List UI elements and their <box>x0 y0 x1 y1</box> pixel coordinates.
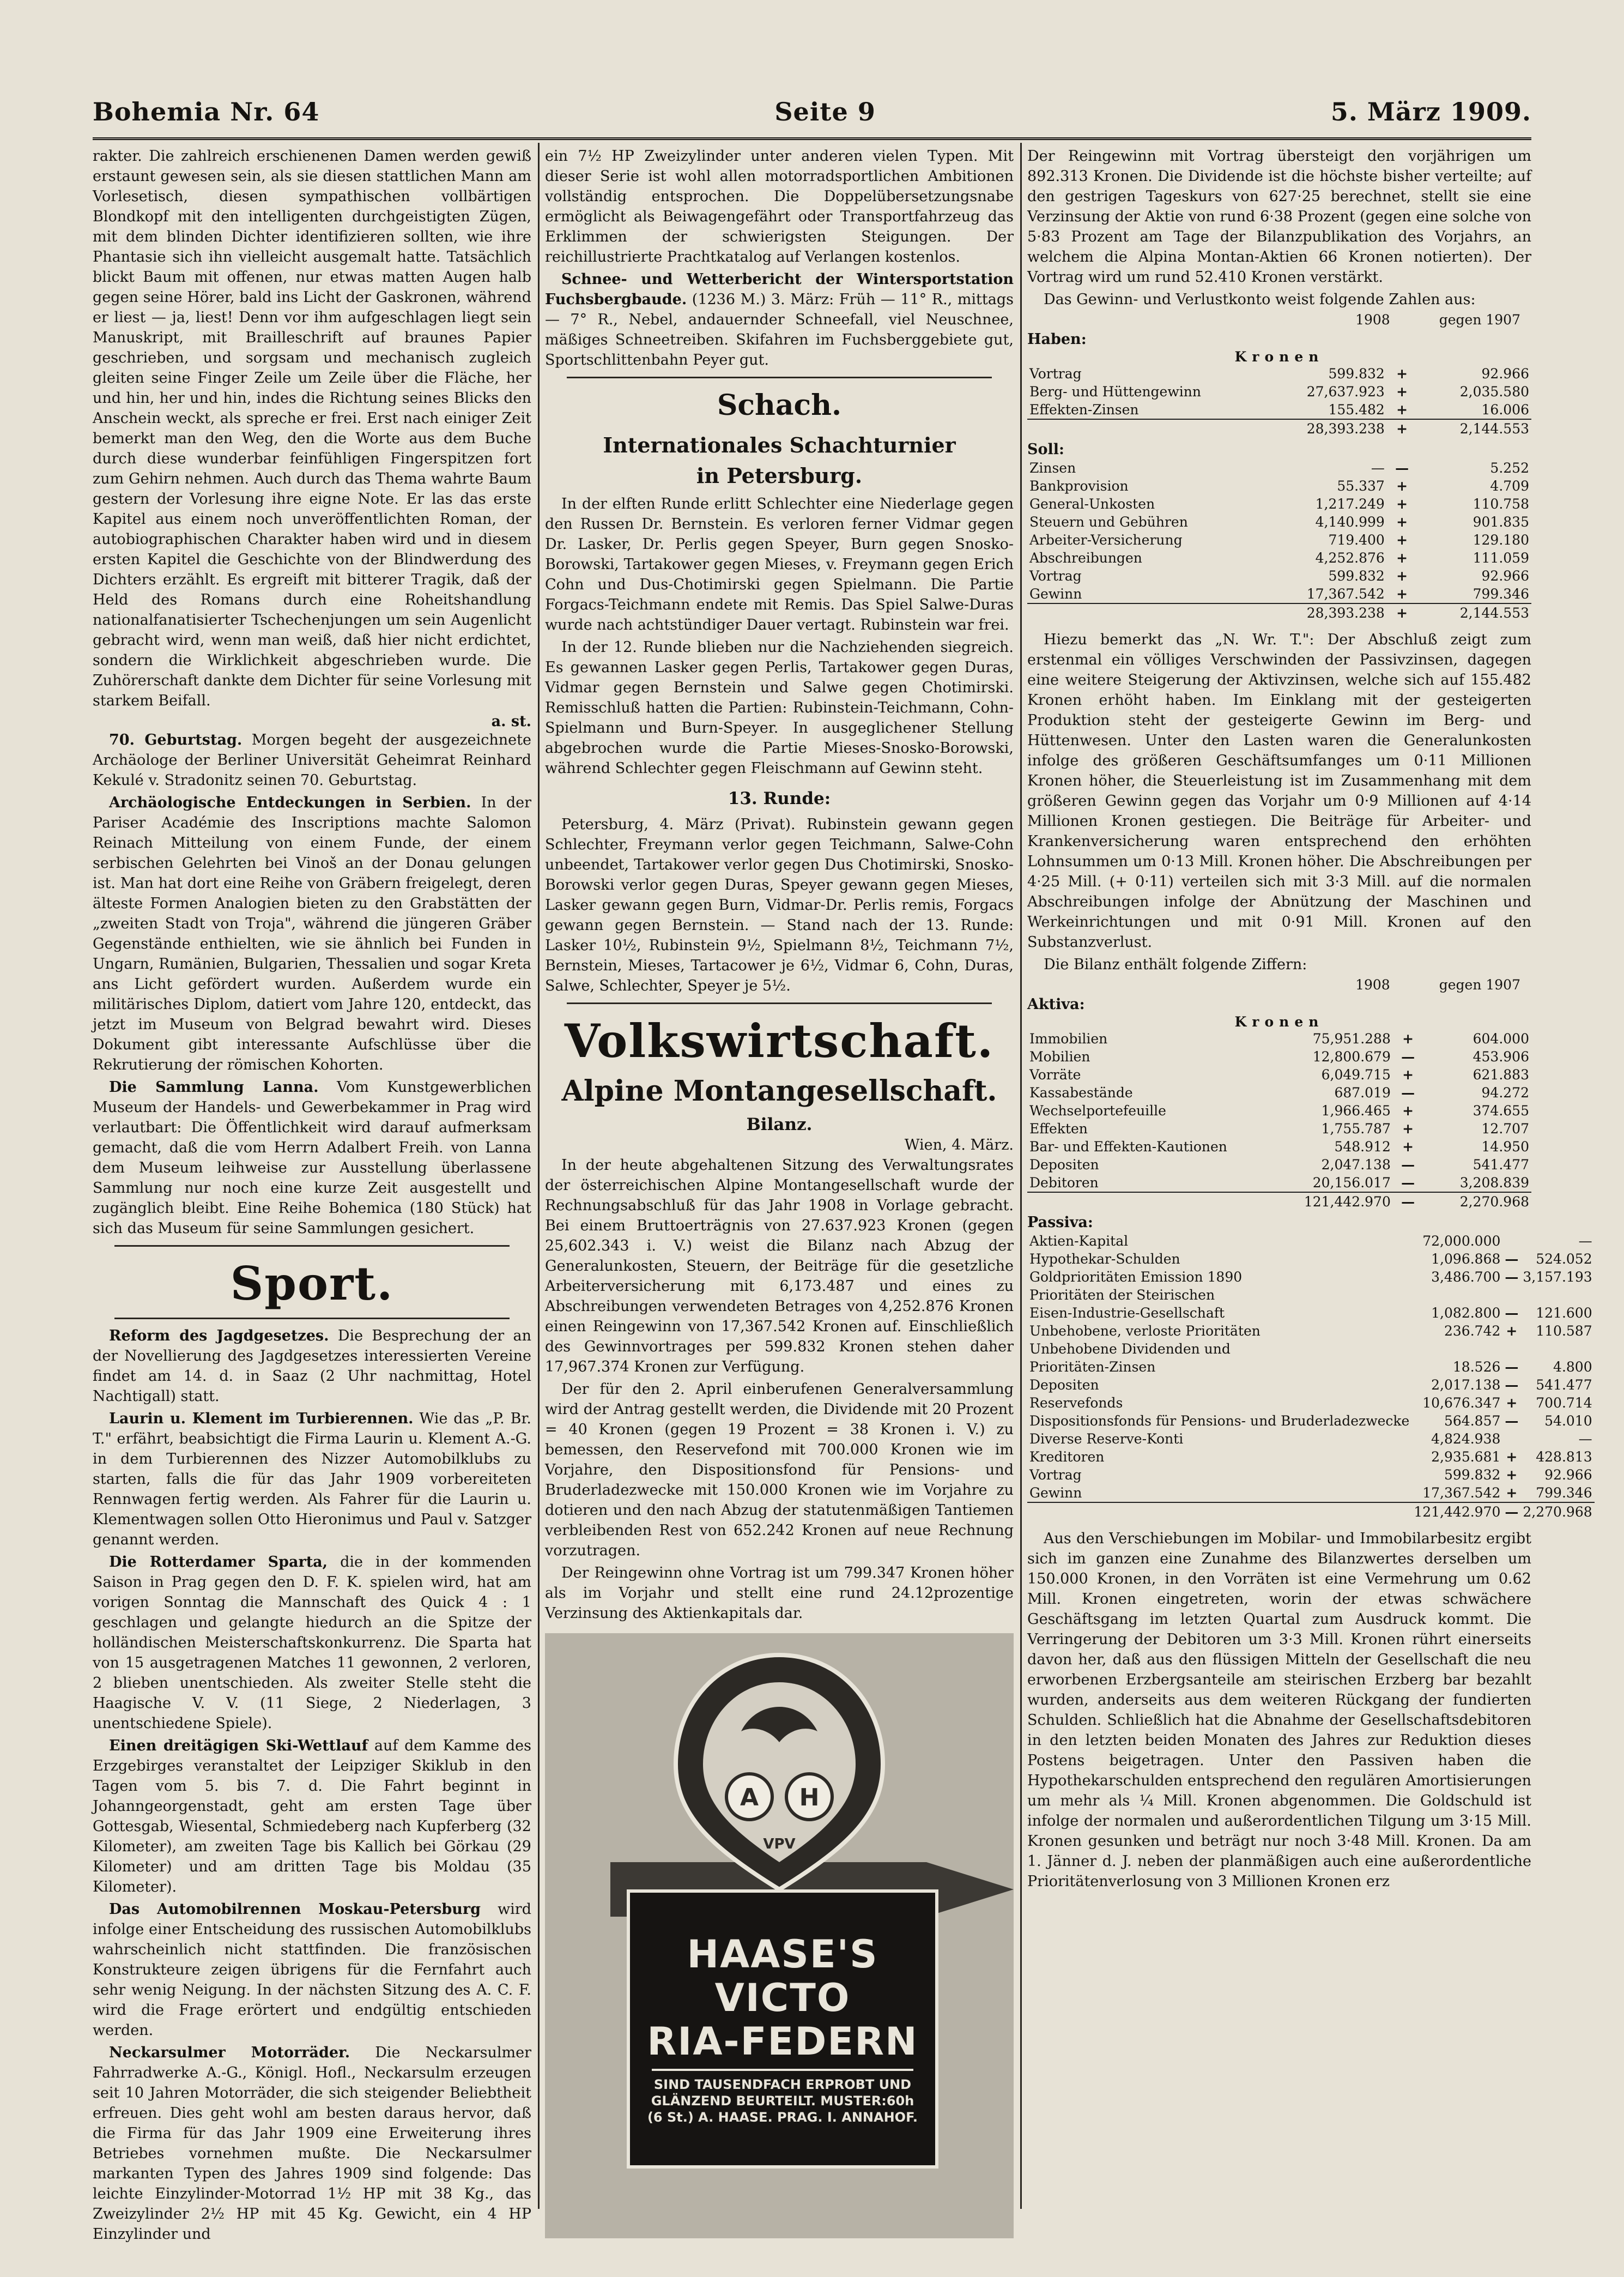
row-sign: + <box>1402 1139 1414 1155</box>
row-value-1908: 1,755.787 <box>1321 1121 1391 1137</box>
row-sign: — <box>1505 1269 1519 1285</box>
row-value-change: — <box>1578 1431 1592 1447</box>
row-sign: + <box>1506 1467 1518 1483</box>
row-label: Dispositionsfonds für Pensions- und Bruderladezwecke <box>1029 1413 1410 1429</box>
row-value-1908: 599.832 <box>1328 366 1385 382</box>
advertisement-haase-victoria-pens <box>545 1633 1014 2238</box>
row-value-change: 129.180 <box>1472 532 1529 548</box>
row-label: Bar- und Effekten-Kautionen <box>1029 1139 1227 1155</box>
section-rule <box>567 1002 992 1004</box>
article-reading-continued: rakter. Die zahlreich erschienenen Damen werden gewiß erstaunt gewesen sein, als sie diesen stattlichen Mann am Vorlesetisch, diesen sympathischen vollbärtigen Blondkopf mit den intelligenten durchgeistigten Zügen, mit dem blinden Dichter identifizieren sollten, wie ihre Phantasie sich ihn vielleicht ausgemalt hatte. Tatsächlich blickt Baum mit offenen, nur etwas matten Augen halb gegen seine Hörer, bald ins Licht der Gaskronen, während er liest — ja, liest! Denn vor ihm aufgeschlagen liegt sein Manuskript, mit Brailleschrift auf braunes Papier geschrieben, und sorgsam und mechanisch zugleich gleiten seine Finger Zeile um Zeile über die Fläche, her und hin, her und hin, indes die Richtung seines Blicks den Anschein weckt, als spreche er frei. Erst nach einiger Zeit bemerkt man den Weg, den die Worte aus dem Buche durch diese wunderbar feinfühligen Fingerspitzen fort zum Gehirn nehmen. Auch durch das Thema wahrte Baum gestern der Vorlesung ihre eigne Note. Er las das erste Kapitel aus einem noch unveröffentlichten Roman, der autobiographischen Charakter haben wird und in diesem ersten Kapitel die Geschichte von der Blindwerdung des Dichters erzählt. Es ergreift mit bitterer Tragik, daß der Held des Romans durch eine Roheitshandlung nationalfanatisierter Tschechenjungen um sein Augenlicht gebracht wird, wenn man weiß, daß hier nicht erdichtet, sondern die Wirklichkeit abgeschrieben wurde. Die Zuhörerschaft dankte dem Dichter für seine Vorlesung mit starkem Beifall. <box>93 148 531 709</box>
row-label: Mobilien <box>1029 1049 1090 1065</box>
row-value-change: 2,144.553 <box>1417 419 1531 438</box>
row-value-change: 54.010 <box>1544 1413 1592 1429</box>
row-label: Effekten <box>1029 1121 1088 1137</box>
ad-small-line-3: (6 St.) A. HAASE. PRAG. I. ANNAHOF. <box>647 2110 918 2125</box>
article-moskau-lead: Das Automobilrennen Moskau-Petersburg <box>109 1901 481 1918</box>
row-label: Kreditoren <box>1029 1449 1105 1465</box>
row-value-1908: 155.482 <box>1328 402 1385 418</box>
table-row <box>1027 1322 1595 1340</box>
gv-unit: Kronen <box>1234 349 1324 365</box>
bilanz-year-current: 1908 <box>1355 977 1390 993</box>
row-sign <box>1502 1340 1520 1358</box>
column-divider-1 <box>538 143 540 2209</box>
row-value-change: — <box>1578 1233 1592 1249</box>
article-jagd-text: Die Besprechung der an der Novellierung des Jagdgesetzes interessierten Vereine findet am 14. d. in Saaz (2 Uhr nachmittag, Hotel Nachtigall) statt. <box>93 1327 531 1405</box>
row-label: Vortrag <box>1029 568 1082 584</box>
row-label: Arbeiter-Versicherung <box>1029 532 1183 548</box>
row-value-change: 3,157.193 <box>1523 1269 1592 1285</box>
bilanz-passiva-heading: Passiva: <box>1027 1214 1093 1231</box>
row-value-change: 799.346 <box>1472 586 1529 602</box>
row-sign: + <box>1396 568 1408 584</box>
row-value-change: 541.477 <box>1472 1157 1529 1173</box>
table-row <box>1027 1466 1595 1484</box>
column-divider-2 <box>1020 143 1022 2209</box>
gv-haben-table <box>1027 365 1531 438</box>
logo-motto: VPV <box>763 1836 796 1852</box>
row-value-change: 621.883 <box>1472 1067 1529 1083</box>
table-row <box>1027 459 1531 477</box>
bilanz-year-previous: gegen 1907 <box>1439 977 1520 993</box>
row-label <box>1027 1502 1411 1521</box>
row-label: Vortrag <box>1029 366 1082 382</box>
column-3 <box>1027 146 1592 2207</box>
column-1 <box>93 146 531 2243</box>
advertisement-text-box <box>627 1889 938 2169</box>
row-value-change: 2,144.553 <box>1417 603 1531 622</box>
ad-brand-line-1: HAASE'S VICTO <box>687 1932 878 2020</box>
row-value-1908: 4,140.999 <box>1315 514 1385 530</box>
table-row <box>1027 1232 1595 1250</box>
table-row <box>1027 1138 1531 1156</box>
row-value-1908: 28,393.238 <box>1259 419 1387 438</box>
article-sparta <box>93 1552 531 1734</box>
row-label: Kassabestände <box>1029 1085 1133 1101</box>
chess-round-13: Petersburg, 4. März (Privat). Rubinstein gewann gegen Schlechter, Freymann verlor gegen Teichmann, Salwe-Cohn unbeendet, Tartakower verlor gegen Dus Chotimirski, Snosko-Borowski verlor gegen Duras, Speyer gewann gegen Mieses, Lasker gewann gegen Burn, Vidmar-Dr. Perlis remis, Forgacs gewann gegen Bernstein. — Stand nach der 13. Runde: Lasker 10½, Rubinstein 9½, Spielmann 8½, Teichmann 7½, Bernstein, Mieses, Tartacower je 6½, Vidmar 6, Cohn, Duras, Salwe, Schlechter, Speyer je 5½. <box>545 816 1014 994</box>
article-sparta-lead: Die Rotterdamer Sparta, <box>109 1554 328 1571</box>
row-label: Gewinn <box>1029 586 1082 602</box>
gv-soll-table <box>1027 459 1531 622</box>
row-sign: + <box>1396 532 1408 548</box>
table-row <box>1027 495 1531 513</box>
column-2 <box>545 146 1014 2207</box>
row-value-1908: 121,442.970 <box>1411 1502 1502 1521</box>
table-row <box>1027 549 1531 567</box>
table-row <box>1027 1484 1595 1502</box>
ad-brand-line-2: RIA-FEDERN <box>647 2019 918 2064</box>
economy-continued-4: Die Bilanz enthält folgende Ziffern: <box>1044 956 1307 973</box>
gv-year-previous: gegen 1907 <box>1439 312 1520 328</box>
row-value-change: 4.709 <box>1490 478 1529 494</box>
row-sign: — <box>1401 1049 1415 1065</box>
table-row <box>1027 1066 1531 1084</box>
table-row <box>1027 1156 1531 1174</box>
row-value-1908: 687.019 <box>1334 1085 1391 1101</box>
bilanz-unit: Kronen <box>1234 1014 1324 1030</box>
row-sign: + <box>1396 550 1408 566</box>
row-value-1908: 548.912 <box>1334 1139 1391 1155</box>
row-value-change <box>1520 1340 1594 1358</box>
article-laurin-text: Wie das „P. Br. T." erfährt, beabsichtigt die Firma Laurin u. Klement A.-G. in dem Turbierennen des Nizzer Automobilklubs zu starten, falls die für das Jahr 1909 vorbereiteten Rennwagen fertig werden. Als Fahrer für die Laurin u. Klementwagen sollen Otto Hieronimus und Paul v. Satzger genannt werden. <box>93 1410 531 1548</box>
row-label: Vortrag <box>1029 1467 1082 1483</box>
article-sparta-text: die in der kommenden Saison in Prag gegen den D. F. K. spielen wird, hat am vorigen Sonntag die Mannschaft des Quick 4 : 1 geschlagen und gelangte hiedurch an die Spitze der holländischen Meisterschaftskonkurrenz. Die Sparta hat von 15 ausgetragenen Matches 11 gewonnen, 2 verloren, 2 blieben unentschieden. Als zweiter Stelle steht die Haagische V. V. (11 Siege, 2 Niederlagen, 3 unentschiedene Spiele). <box>93 1554 531 1732</box>
table-sum-row <box>1027 419 1531 438</box>
article-laurin-lead: Laurin u. Klement im Turbierennen. <box>109 1410 414 1427</box>
article-neckarsulm-text: Die Neckarsulmer Fahrradwerke A.-G., Königl. Hofl., Neckarsulm erzeugen seit 10 Jahren Motorräder, die sich steigender Beliebtheit erfreuen. Dies geht wohl am besten daraus hervor, daß die Firma für das Jahr 1909 eine Erweiterung ihres Betriebes vornehmen mußte. Die Neckarsulmer markanten Typen des Jahres 1909 sind folgende: Das leichte Einzylinder-Motorrad 1½ HP mit 38 Kg., das Zweizylinder 2½ HP mit 45 Kg. Gewicht, ein 4 HP Einzylinder und <box>93 2044 531 2243</box>
gv-haben-heading: Haben: <box>1027 331 1087 348</box>
table-row <box>1027 1250 1595 1268</box>
row-value-1908: 27,637.923 <box>1306 384 1385 400</box>
article-signature: a. st. <box>491 713 531 730</box>
row-value-1908: 28,393.238 <box>1259 603 1387 622</box>
article-neckarsulm-lead: Neckarsulmer Motorräder. <box>109 2044 350 2061</box>
table-row <box>1027 1030 1531 1048</box>
article-snow-report-lead: Schnee- und Wetterbericht der Wintersportstation Fuchsbergbaude. <box>545 271 1014 308</box>
row-value-change: 453.906 <box>1472 1049 1529 1065</box>
table-row <box>1027 1394 1595 1412</box>
logo-letter-a: A <box>740 1784 759 1811</box>
article-moskau <box>93 1899 531 2040</box>
row-value-change: 110.587 <box>1536 1323 1592 1339</box>
row-label: Hypothekar-Schulden <box>1029 1251 1180 1267</box>
row-label: Reservefonds <box>1029 1395 1123 1411</box>
row-value-change: 524.052 <box>1536 1251 1592 1267</box>
section-title-economy: Volkswirtschaft. <box>564 1014 995 1068</box>
row-label: Immobilien <box>1029 1031 1108 1047</box>
row-sign: — <box>1395 460 1409 476</box>
row-sign <box>1502 1232 1520 1250</box>
row-value-change: 111.059 <box>1472 550 1529 566</box>
row-value-1908: 20,156.017 <box>1312 1175 1391 1191</box>
row-value-change: 14.950 <box>1481 1139 1529 1155</box>
row-sign: + <box>1402 1121 1414 1137</box>
row-value-change: 92.966 <box>1544 1467 1592 1483</box>
table-row <box>1027 1376 1595 1394</box>
table-row <box>1027 365 1531 383</box>
table-row <box>1027 477 1531 495</box>
row-value-1908: 1,096.868 <box>1431 1251 1501 1267</box>
row-sign: + <box>1506 1449 1518 1465</box>
row-label: Prioritäten der Steirischen <box>1029 1287 1215 1303</box>
chess-subtitle-2: in Petersburg. <box>696 463 863 488</box>
ad-divider <box>652 2069 913 2071</box>
article-neckarsulm <box>93 2043 531 2244</box>
row-value-1908: 121,442.970 <box>1259 1192 1393 1211</box>
economy-dateline: Wien, 4. März. <box>904 1137 1014 1153</box>
row-value-change: 901.835 <box>1472 514 1529 530</box>
section-title-chess: Schach. <box>717 389 842 422</box>
row-label: Depositen <box>1029 1377 1099 1393</box>
row-label: Bankprovision <box>1029 478 1129 494</box>
table-row <box>1027 531 1531 549</box>
article-lanna-lead: Die Sammlung Lanna. <box>109 1079 319 1096</box>
row-sign: — <box>1505 1251 1519 1267</box>
header-page-number: Seite 9 <box>774 97 876 126</box>
chess-round-13-heading: 13. Runde: <box>728 789 831 808</box>
row-label <box>1027 603 1259 622</box>
row-sign: + <box>1396 496 1408 512</box>
row-sign: — <box>1393 1192 1423 1211</box>
row-value-1908: 1,966.465 <box>1321 1103 1391 1119</box>
row-value-1908: 12,800.679 <box>1312 1049 1391 1065</box>
row-sign: + <box>1506 1323 1518 1339</box>
table-row <box>1027 1286 1595 1304</box>
bilanz-years-row <box>1027 977 1531 993</box>
gv-years-row <box>1027 312 1531 328</box>
row-sign <box>1502 1286 1520 1304</box>
section-rule <box>114 1245 510 1247</box>
row-sign: + <box>1396 478 1408 494</box>
table-row <box>1027 1448 1595 1466</box>
row-sign: + <box>1396 384 1408 400</box>
ad-small-line-1: SIND TAUSENDFACH ERPROBT UND <box>653 2077 912 2092</box>
article-birthday-lead: 70. Geburtstag. <box>109 732 243 748</box>
row-value-change: 2,270.968 <box>1520 1502 1594 1521</box>
row-value-change: 4.800 <box>1553 1359 1592 1375</box>
row-value-1908: 2,935.681 <box>1431 1449 1501 1465</box>
row-value-change: 12.707 <box>1481 1121 1529 1137</box>
row-sign: + <box>1402 1103 1414 1119</box>
row-value-change: 428.813 <box>1536 1449 1592 1465</box>
row-value-change: 5.252 <box>1490 460 1529 476</box>
row-value-1908: 1,082.800 <box>1431 1305 1501 1321</box>
row-sign: + <box>1402 1031 1414 1047</box>
bilanz-passiva-table <box>1027 1232 1595 1521</box>
row-value-change: 799.346 <box>1536 1485 1592 1501</box>
row-value-1908: 55.337 <box>1337 478 1385 494</box>
article-lanna <box>93 1077 531 1239</box>
bilanz-aktiva-table <box>1027 1030 1531 1211</box>
row-label: Vorräte <box>1029 1067 1081 1083</box>
row-sign: — <box>1401 1175 1415 1191</box>
row-value-1908: 1,217.249 <box>1315 496 1385 512</box>
article-archaeology <box>93 793 531 1075</box>
row-label: Abschreibungen <box>1029 550 1142 566</box>
economy-paragraph-1: In der heute abgehaltenen Sitzung des Verwaltungsrates der österreichischen Alpine Montangesellschaft wurde der Rechnungsabschluß für das Jahr 1908 in Vorlage gebracht. Bei einem Bruttoerträgnis von 27.637.923 Kronen (gegen 25,602.343 i. V.) weist die Bilanz nach Abzug der Generalunkosten, Steuern, der Beiträge für die gesetzliche Arbeiterversicherung mit 6,173.487 und eines zu Abschreibungen verwendeten Betrages von 4,252.876 Kronen einen Reingewinn von 17,367.542 Kronen auf. Einschließlich des Gewinnvortrages per 599.832 Kronen stehen daher 17,967.374 Kronen zur Verfügung. <box>545 1157 1014 1375</box>
article-ski-text: auf dem Kamme des Erzgebirges veranstaltet der Leipziger Skiklub in den Tagen vom 5. bis 7. d. Die Fahrt beginnt in Johanngeorgenstadt, geht am ersten Tage über Gottesgab, Wiesental, Schmiedeberg nach Kupferberg (32 Kilometer), am zweiten Tage bis Kallich bei Görkau (29 Kilometer) und am dritten Tage bis Moldau (35 Kilometer). <box>93 1737 531 1895</box>
row-label: Zinsen <box>1029 460 1076 476</box>
row-value-1908: 6,049.715 <box>1321 1067 1391 1083</box>
row-value-1908: 75,951.288 <box>1312 1031 1391 1047</box>
section-title-sport: Sport. <box>230 1257 394 1310</box>
row-sign: + <box>1396 402 1408 418</box>
row-sign: + <box>1506 1485 1518 1501</box>
row-value-1908: 719.400 <box>1328 532 1385 548</box>
article-birthday-text: Morgen begeht der ausgezeichnete Archäologe der Berliner Universität Geheimrat Reinhard Kekulé v. Stradonitz seinen 70. Geburtstag. <box>93 732 531 789</box>
row-label: Prioritäten-Zinsen <box>1029 1359 1156 1375</box>
row-value-1908: 599.832 <box>1328 568 1385 584</box>
row-value-1908: 18.526 <box>1452 1359 1501 1375</box>
table-row <box>1027 1048 1531 1066</box>
row-value-change: 2,270.968 <box>1423 1192 1531 1211</box>
chess-round-11: In der elften Runde erlitt Schlechter eine Niederlage gegen den Russen Dr. Bernstein. Es verloren ferner Vidmar gegen Dr. Lasker, Dr. Perlis gegen Speyer, Burn gegen Snosko-Borowski, Tartakower gegen Mieses, v. Freymann gegen Erich Cohn und Dus-Chotimirski gegen Spielmann. Die Partie Forgacs-Teichmann endete mit Remis. Das Spiel Salwe-Duras wurde nach achtstündiger Dauer vertagt. Rubinstein war frei. <box>545 496 1014 633</box>
row-sign: — <box>1505 1377 1519 1393</box>
table-sum-row <box>1027 1502 1595 1521</box>
table-row <box>1027 1340 1595 1358</box>
row-value-change: 541.477 <box>1536 1377 1592 1393</box>
row-value-1908 <box>1411 1340 1502 1358</box>
row-label: Berg- und Hüttengewinn <box>1029 384 1201 400</box>
row-sign: + <box>1396 366 1408 382</box>
row-value-change: 3,208.839 <box>1459 1175 1529 1191</box>
gv-soll-heading: Soll: <box>1027 441 1064 458</box>
row-label: Unbehobene Dividenden und <box>1029 1341 1231 1357</box>
ad-small-line-2: GLÄNZEND BEURTEILT. MUSTER:60h <box>651 2093 914 2109</box>
table-row <box>1027 383 1531 401</box>
article-moskau-text: wird infolge einer Entscheidung des russischen Automobilklubs wahrscheinlich nicht stattfinden. Die französischen Konstrukteure zeigen übrigens für die Fernfahrt auch sehr wenig Neigung. In der nächsten Sitzung des A. C. F. wird die Frage erörtert und endgültig entschieden werden. <box>93 1901 531 2039</box>
row-label: Depositen <box>1029 1157 1099 1173</box>
row-sign: + <box>1396 514 1408 530</box>
row-value-1908 <box>1411 1286 1502 1304</box>
row-label: Unbehobene, verloste Prioritäten <box>1029 1323 1261 1339</box>
bilanz-aktiva-heading: Aktiva: <box>1027 996 1085 1013</box>
header-rule <box>93 137 1531 140</box>
article-birthday <box>93 730 531 790</box>
table-row <box>1027 1268 1595 1286</box>
logo-letter-h: H <box>799 1784 820 1811</box>
row-value-1908: — <box>1371 460 1385 476</box>
article-laurin <box>93 1409 531 1550</box>
row-label: Debitoren <box>1029 1175 1099 1191</box>
economy-continued-5: Aus den Verschiebungen im Mobilar- und Immobilarbesitz ergibt sich im ganzen eine Zunahme des Bilanzwertes derselben um 150.000 Kronen, in den Vorräten ist eine Vermehrung um 0.62 Mill. Kronen eingetreten, worin der etwas schwächere Geschäftsgang im letzten Quartal zum Ausdruck kommt. Die Verringerung der Debitoren um 3·3 Mill. Kronen rührt einerseits davon her, daß aus den flüssigen Mitteln der Gesellschaft die neu erworbenen Erzbergsanteile am steirischen Erzberg bar bezahlt wurden, anderseits aus dem weiteren Rückgang der fundierten Schulden. Schließlich hat die Abnahme der Gesellschaftsdebitoren in den letzten beiden Monaten des Jahres zur Reduktion dieses Postens beigetragen. Unter den Passiven haben die Hypothekarschulden entsprechend den regulären Amortisierungen um mehr als ¼ Mill. Kronen abgenommen. Die Goldschuld ist infolge der normalen und außerordentlichen Tilgung um 3·15 Mill. Kronen gesunken und beträgt nur noch 3·48 Mill. Kronen. Da am 1. Jänner d. J. neben der planmäßigen auch eine außerordentliche Prioritätenverlosung von 3 Millionen Kronen erz <box>1027 1530 1531 1890</box>
article-snow-report <box>545 269 1014 370</box>
economy-paragraph-3: Der Reingewinn ohne Vortrag ist um 799.347 Kronen höher als im Vorjahr und stellt eine rund 24.12prozentige Verzinsung des Aktienkapitals dar. <box>545 1565 1014 1622</box>
row-label: Gewinn <box>1029 1485 1082 1501</box>
row-sign: — <box>1502 1502 1520 1521</box>
row-label: Aktien-Kapital <box>1029 1233 1129 1249</box>
table-row <box>1027 1174 1531 1192</box>
row-sign: — <box>1505 1305 1519 1321</box>
row-label: Diverse Reserve-Konti <box>1029 1431 1184 1447</box>
header-issue: Bohemia Nr. 64 <box>93 97 320 126</box>
row-label <box>1027 419 1259 438</box>
row-value-change: 604.000 <box>1472 1031 1529 1047</box>
row-value-change: 92.966 <box>1481 568 1529 584</box>
row-value-1908: 72,000.000 <box>1422 1233 1501 1249</box>
article-neckarsulm-continued: ein 7½ HP Zweizylinder unter anderen vielen Typen. Mit dieser Serie ist wohl allen motorradsportlichen Ambitionen vollständig entsprochen. Die Doppelübersetzungsnabe ermöglicht als Beiwagengefährt oder Transportfahrzeug das Erklimmen der schwierigsten Steigungen. Der reichillustrierte Prachtkatalog auf Verlangen kostenlos. <box>545 148 1014 265</box>
row-label <box>1027 1192 1259 1211</box>
economy-continued-3: Hiezu bemerkt das „N. Wr. T.": Der Abschluß zeigt zum erstenmal ein völliges Verschwinden der Passivzinsen, dagegen eine weitere Steigerung der Aktivzinsen, welche sich auf 155.482 Kronen erhöht haben. Im Einklang mit der gesteigerten Produktion steht der gesteigerte Gewinn im Berg- und Hüttenwesen. Unter den Lasten waren die Generalunkosten infolge des größeren Geschäftsumfanges um 0·11 Millionen Kronen höher, die Steuerleistung ist im Zusammenhang mit dem größeren Gewinn gegen das Vorjahr um 0·9 Millionen auf 4·14 Millionen Kronen gestiegen. Die Beiträge für Arbeiter- und Krankenversicherung waren entsprechend den erhöhten Lohnsummen um 0·13 Mill. Kronen höher. Die Abschreibungen per 4·25 Mill. (+ 0·11) verteilen sich mit 3·3 Mill. auf die normalen Abschreibungen infolge der Abnützung der Maschinen und Werkeinrichtungen und mit 0·91 Mill. Kronen auf den Substanzverlust. <box>1027 631 1531 951</box>
row-value-1908: 564.857 <box>1444 1413 1501 1429</box>
row-value-change: 2,035.580 <box>1459 384 1529 400</box>
row-sign: + <box>1387 603 1417 622</box>
section-rule <box>114 1318 510 1319</box>
row-sign <box>1502 1430 1520 1448</box>
row-value-1908: 2,017.138 <box>1431 1377 1501 1393</box>
table-row <box>1027 401 1531 419</box>
row-sign: + <box>1387 419 1417 438</box>
table-row <box>1027 585 1531 603</box>
economy-continued-2: Das Gewinn- und Verlustkonto weist folgende Zahlen aus: <box>1044 291 1476 308</box>
row-sign: — <box>1505 1413 1519 1429</box>
table-row <box>1027 1430 1595 1448</box>
header-date: 5. März 1909. <box>1330 97 1531 126</box>
row-value-change <box>1520 1286 1594 1304</box>
row-sign: + <box>1396 586 1408 602</box>
row-value-1908: 236.742 <box>1444 1323 1501 1339</box>
table-row <box>1027 1412 1595 1430</box>
article-ski-lead: Einen dreitägigen Ski-Wettlauf <box>109 1737 368 1754</box>
row-sign: + <box>1402 1067 1414 1083</box>
page-header <box>93 93 1531 131</box>
gv-year-current: 1908 <box>1355 312 1390 328</box>
article-archaeology-text: In der Pariser Académie des Inscriptions machte Salomon Reinach Mitteilung von einem Funde, der einem serbischen Gelehrten bei Vinoš an der Donau gelungen ist. Man hat dort eine Reihe von Gräbern freigelegt, deren älteste Formen Analogien bieten zu den Grabstätten der „zweiten Stadt von Troja", während die jüngeren Gräber Gegenstände enthielten, wie sie ähnlich bei Funden in Ungarn, Rumänien, Bulgarien, Thessalien und sogar Kreta ans Licht gefördert wurden. Außerdem wurde ein militärisches Diplom, datiert vom Jahre 120, entdeckt, das jetzt im Museum von Belgrad bewahrt wird. Dieses Dokument gibt interessante Aufschlüsse über die Rekrutierung der römischen Kohorten. <box>93 794 531 1073</box>
row-label: Wechselportefeuille <box>1029 1103 1166 1119</box>
economy-continued-1: Der Reingewinn mit Vortrag übersteigt den vorjährigen um 892.313 Kronen. Die Dividende ist die höchste bisher verteilte; auf den gestrigen Tageskurs von 627·25 berechnet, stellt sie eine Verzinsung der Aktie von rund 6·38 Prozent (gegen eine solche von 5·83 Prozent am Tage der Bilanzpublikation des Vorjahrs, an welchem die Alpina Montan-Aktien 66 Kronen notierten). Der Vortrag wird um rund 52.410 Kronen verstärkt. <box>1027 148 1531 286</box>
section-rule <box>567 377 992 378</box>
table-row <box>1027 567 1531 585</box>
row-value-1908: 4,252.876 <box>1315 550 1385 566</box>
table-row <box>1027 1304 1595 1322</box>
economy-paragraph-2: Der für den 2. April einberufenen Generalversammlung wird der Antrag gestellt werden, die Dividende mit 20 Prozent = 40 Kronen (gegen 19 Prozent = 38 Kronen i. V.) zu bemessen, den Reservefond mit 700.000 Kronen wie im Vorjahre, den Dispositionsfond für Pensions- und Bruderladezwecke mit 150.000 Kronen wie im Vorjahre zu dotieren und den nach Abzug der statutenmäßigen Tantiemen verbleibenden Rest von 652.242 Kronen auf neue Rechnung vorzutragen. <box>545 1381 1014 1559</box>
row-value-change: 94.272 <box>1481 1085 1529 1101</box>
row-value-change: 374.655 <box>1472 1103 1529 1119</box>
row-value-1908: 4,824.938 <box>1431 1431 1501 1447</box>
row-value-1908: 599.832 <box>1444 1467 1501 1483</box>
article-snow-report-text: (1236 M.) 3. März: Früh — 11° R., mittags — 7° R., Nebel, andauernder Schneefall, viel Neuschnee, mäßiges Schneetreiben. Skifahren im Fuchsberggebiete gut, Sportschlittenbahn Peyer gut. <box>545 291 1014 369</box>
row-value-1908: 3,486.700 <box>1431 1269 1501 1285</box>
row-value-change: 121.600 <box>1536 1305 1592 1321</box>
row-sign: — <box>1505 1359 1519 1375</box>
table-row <box>1027 513 1531 531</box>
table-row <box>1027 1358 1595 1376</box>
row-value-change: 16.006 <box>1481 402 1529 418</box>
row-value-1908: 2,047.138 <box>1321 1157 1391 1173</box>
row-sign: + <box>1506 1395 1518 1411</box>
row-label: Effekten-Zinsen <box>1029 402 1139 418</box>
article-lanna-text: Vom Kunstgewerblichen Museum der Handels- und Gewerbekammer in Prag wird verlautbart: Die Öffentlichkeit wird darauf aufmerksam gemacht, daß die vom Herrn Adalbert Freih. von Lanna dem Museum leihweise zur Ausstellung überlassene Sammlung nur noch eine kurze Zeit ausgestellt und zugänglich bleibt. Eine Reihe Bohemica (180 Stück) hat sich das Museum für seine Sammlungen gesichert. <box>93 1079 531 1237</box>
row-label: Goldprioritäten Emission 1890 <box>1029 1269 1243 1285</box>
row-value-1908: 10,676.347 <box>1422 1395 1501 1411</box>
article-jagd-lead: Reform des Jagdgesetzes. <box>109 1327 329 1344</box>
row-value-change: 700.714 <box>1536 1395 1592 1411</box>
row-label: Steuern und Gebühren <box>1029 514 1188 530</box>
table-sum-row <box>1027 1192 1531 1211</box>
row-sign: — <box>1401 1085 1415 1101</box>
chess-subtitle-1: Internationales Schachturnier <box>603 433 956 457</box>
row-sign: — <box>1401 1157 1415 1173</box>
row-value-1908: 17,367.542 <box>1422 1485 1501 1501</box>
table-row <box>1027 1084 1531 1102</box>
chess-round-12: In der 12. Runde blieben nur die Nachziehenden siegreich. Es gewannen Lasker gegen Perlis, Tartakower gegen Duras, Vidmar gegen Bernstein und Salwe gegen Chotimirski. Remisschluß hatten die Partien: Rubinstein-Teichmann, Cohn-Spielmann und Burn-Speyer. In ausgeglichener Stellung abgebrochen wurde die Partie Mieses-Snosko-Borowski, während Schlechter gegen Fleischmann auf Gewinn steht. <box>545 639 1014 777</box>
article-ski <box>93 1736 531 1897</box>
economy-bilanz-heading: Bilanz. <box>746 1115 813 1134</box>
article-jagd <box>93 1326 531 1406</box>
row-value-change: 92.966 <box>1481 366 1529 382</box>
row-label: General-Unkosten <box>1029 496 1155 512</box>
table-row <box>1027 1120 1531 1138</box>
row-value-1908: 17,367.542 <box>1306 586 1385 602</box>
article-archaeology-lead: Archäologische Entdeckungen in Serbien. <box>109 794 471 811</box>
table-row <box>1027 1102 1531 1120</box>
row-label: Eisen-Industrie-Gesellschaft <box>1029 1305 1225 1321</box>
table-sum-row <box>1027 603 1531 622</box>
row-value-change: 110.758 <box>1472 496 1529 512</box>
economy-subtitle: Alpine Montangesellschaft. <box>561 1074 997 1108</box>
